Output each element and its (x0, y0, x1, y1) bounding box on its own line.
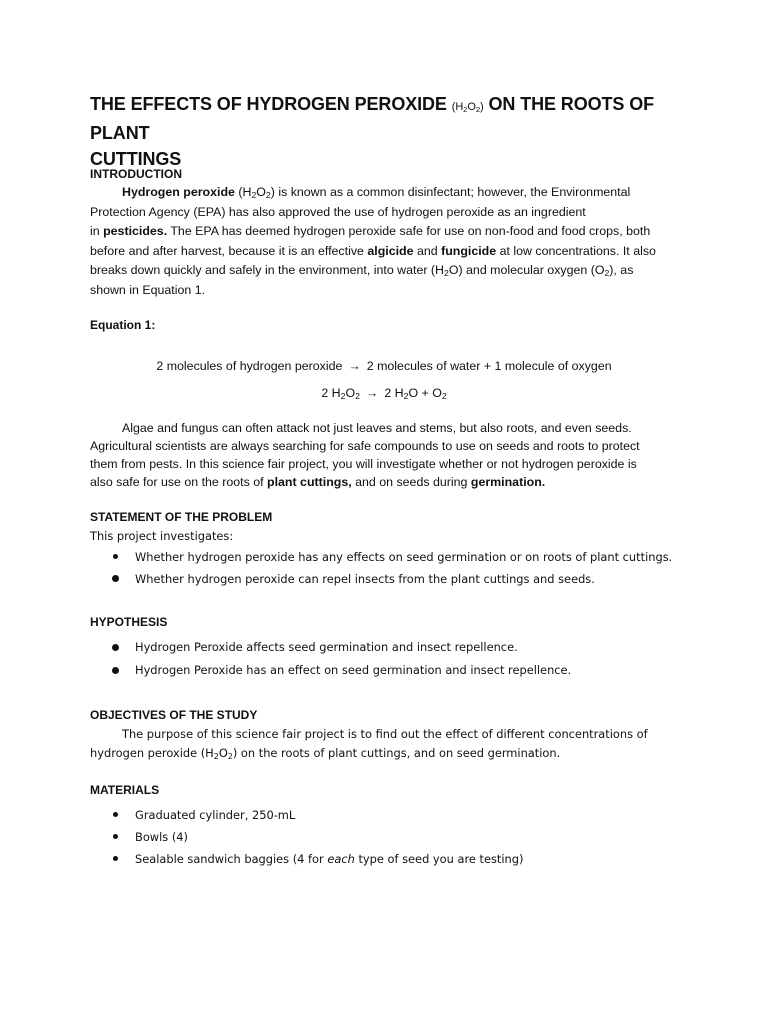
paragraph-line: The purpose of this science fair project is to find out the effect of different concentrations of (122, 727, 648, 741)
paragraph-line: shown in Equation 1. (90, 282, 206, 297)
paragraph-line (90, 222, 670, 242)
introduction-heading: INTRODUCTION (90, 167, 182, 181)
subscript: 2 (475, 104, 481, 114)
equation-label: Equation 1: (90, 318, 156, 332)
title-formula-text: ) (480, 101, 484, 113)
bold-term: germination. (470, 475, 546, 489)
emphasis-text: each (327, 852, 355, 866)
title-text: THE EFFECTS OF HYDROGEN PEROXIDE (90, 94, 452, 114)
bold-term: fungicide (441, 243, 497, 258)
subscript: 2 (213, 751, 219, 761)
arrow-right-icon: → (365, 386, 379, 400)
bullet-icon (113, 554, 118, 559)
list-item (110, 636, 680, 659)
arrow-right-icon: → (348, 359, 361, 373)
text-run: and on seeds during (351, 475, 471, 489)
text-run: also safe for use on the roots of (90, 475, 268, 489)
title-formula-text: O (467, 101, 476, 113)
paragraph-line: Protection Agency (EPA) has also approved the use of hydrogen peroxide as an ingredient (90, 204, 586, 219)
equation-text: O + O (408, 386, 442, 400)
text-run: in (90, 224, 104, 238)
equation-words (90, 357, 678, 375)
text-run: ) is known as a common disinfectant; however, the Environmental (270, 185, 631, 199)
bullet-icon (112, 644, 119, 651)
document-title (90, 91, 690, 172)
materials-heading: MATERIALS (90, 783, 160, 797)
equation-text: 2 H (321, 386, 341, 400)
subscript: 2 (265, 190, 271, 201)
list-item (110, 659, 680, 682)
subscript: 2 (227, 751, 233, 761)
bullet-icon (113, 856, 118, 861)
subscript: 2 (604, 268, 610, 279)
list-item (110, 826, 680, 848)
equation-text: 2 H (384, 386, 404, 400)
text-run: O) and molecular oxygen (O (448, 263, 605, 277)
subscript: 2 (403, 391, 409, 402)
paragraph-line (90, 183, 670, 203)
list-item (110, 568, 680, 590)
text-run: ), as (609, 263, 634, 277)
text-run: (H (234, 185, 252, 199)
text-run: breaks down quickly and safely in the environment, into water (H (90, 263, 444, 277)
problem-intro: This project investigates: (90, 529, 234, 543)
subscript: 2 (251, 190, 257, 201)
hypothesis-list (110, 636, 680, 682)
materials-list (110, 804, 680, 870)
list-item-text: Bowls (4) (135, 830, 188, 844)
bullet-icon (112, 667, 119, 674)
objectives-heading: OBJECTIVES OF THE STUDY (90, 708, 258, 722)
subscript: 2 (444, 268, 449, 279)
list-item-text: Whether hydrogen peroxide has any effects on seed germination or on roots of plant cuttings. (135, 550, 673, 564)
bullet-icon (113, 834, 118, 839)
text-run: before and after harvest, because it is an effective (90, 243, 368, 258)
title-text: ON THE ROOTS OF PLANT (90, 94, 654, 143)
paragraph-line (90, 242, 670, 262)
bold-term: pesticides. (103, 224, 168, 238)
paragraph-line (90, 744, 670, 763)
list-item-text: Hydrogen Peroxide has an effect on seed germination and insect repellence. (135, 663, 572, 677)
text-run: at low concentrations. It also (496, 243, 656, 258)
subscript: 2 (355, 391, 360, 402)
text-run: The EPA has deemed hydrogen peroxide safe for use on non-food and food crops, both (167, 224, 651, 238)
bold-term: Hydrogen peroxide (122, 185, 235, 199)
paragraph-line: them from pests. In this science fair project, you will investigate whether or not hydrogen peroxide is (90, 457, 637, 471)
problem-list (110, 546, 680, 590)
list-item (110, 546, 680, 568)
text-run: O (218, 746, 228, 760)
problem-heading: STATEMENT OF THE PROBLEM (90, 510, 273, 524)
introduction-paragraph (90, 183, 670, 300)
list-item-text: Hydrogen Peroxide affects seed germination and insect repellence. (135, 640, 518, 654)
list-item-text: Whether hydrogen peroxide can repel insects from the plant cuttings and seeds. (135, 572, 595, 586)
text-run: O (256, 185, 266, 199)
bold-term: plant cuttings, (267, 475, 352, 489)
subscript: 2 (441, 391, 447, 402)
list-item (110, 804, 680, 826)
equation-text: 2 molecules of water + 1 molecule of oxygen (366, 359, 612, 373)
bold-term: algicide (367, 243, 414, 258)
bullet-icon (112, 575, 119, 582)
paragraph-line (90, 261, 670, 281)
subscript: 2 (340, 391, 346, 402)
paragraph-line: Algae and fungus can often attack not just leaves and stems, but also roots, and even seeds. (122, 421, 632, 435)
text-run: ) on the roots of plant cuttings, and on seed germination. (232, 746, 561, 760)
text-run: type of seed you are testing) (354, 852, 524, 866)
equation-text: 2 molecules of hydrogen peroxide (156, 359, 343, 373)
algae-paragraph (90, 419, 670, 491)
hypothesis-heading: HYPOTHESIS (90, 615, 168, 629)
list-item (110, 848, 680, 870)
title-formula (452, 101, 484, 113)
equation-formula (90, 384, 678, 402)
text-run: and (413, 243, 442, 258)
paragraph-line: Agricultural scientists are always searching for safe compounds to use on seeds and roots to protect (90, 439, 640, 453)
text-run: hydrogen peroxide (H (90, 746, 214, 760)
list-item-text: Graduated cylinder, 250-mL (135, 808, 296, 822)
paragraph-line (90, 473, 670, 491)
objectives-paragraph (90, 725, 670, 763)
equation-text: O (345, 386, 356, 400)
title-formula-text: (H (451, 101, 464, 113)
title-text: CUTTINGS (90, 149, 182, 169)
bullet-icon (113, 812, 118, 817)
subscript: 2 (463, 104, 468, 114)
text-run: Sealable sandwich baggies (4 for (135, 852, 328, 866)
